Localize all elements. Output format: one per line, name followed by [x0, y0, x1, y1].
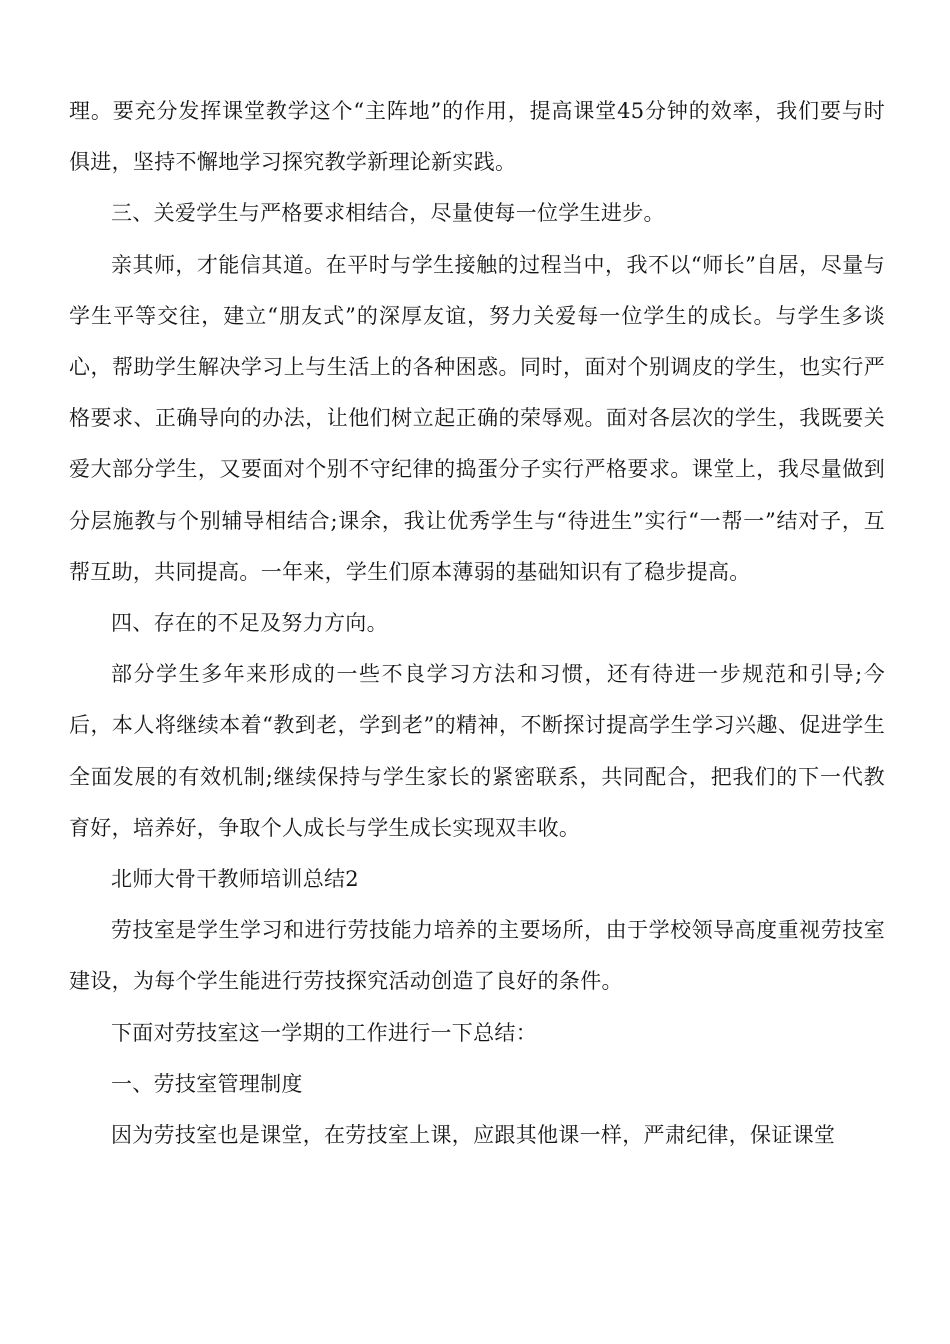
section-heading-three: 三、关爱学生与严格要求相结合，尽量使每一位学生进步。 [111, 201, 665, 226]
paragraph-continuation: 理。要充分发挥课堂教学这个“主阵地”的作用，提高课堂45分钟的效率，我们要与时俱进，坚持不懈地学习探究教学新理论新实践。 [69, 99, 885, 175]
paragraph-summary-lead: 下面对劳技室这一学期的工作进行一下总结： [111, 1020, 537, 1045]
paragraph-shortcomings: 部分学生多年来形成的一些不良学习方法和习惯，还有待进一步规范和引导;今后，本人将继续本着“教到老，学到老”的精神，不断探讨提高学生学习兴趣、促进学生全面发展的有效机制;继续保持与学生家长的紧密联系，共同配合，把我们的下一代教育好，培养好，争取个人成长与学生成长实现双丰收。 [69, 662, 885, 840]
section-heading-four: 四、存在的不足及努力方向。 [111, 611, 388, 636]
paragraph-care-and-discipline: 亲其师，才能信其道。在平时与学生接触的过程当中，我不以“师长”自居，尽量与学生平等交往，建立“朋友式”的深厚友谊，努力关爱每一位学生的成长。与学生多谈心，帮助学生解决学习上与生活上的各种困惑。同时，面对个别调皮的学生，也实行严格要求、正确导向的办法，让他们树立起正确的荣辱观。面对各层次的学生，我既要关爱大部分学生，又要面对个别不守纪律的捣蛋分子实行严格要求。课堂上，我尽量做到分层施教与个别辅导相结合;课余，我让优秀学生与“待进生”实行“一帮一”结对子，互帮互助，共同提高。一年来，学生们原本薄弱的基础知识有了稳步提高。 [69, 252, 885, 584]
document-subtitle: 北师大骨干教师培训总结2 [111, 867, 359, 892]
section-heading-one: 一、劳技室管理制度 [111, 1071, 303, 1096]
document-body [69, 86, 885, 1161]
paragraph-lab-rules: 因为劳技室也是课堂，在劳技室上课，应跟其他课一样，严肃纪律，保证课堂 [111, 1123, 836, 1148]
paragraph-lab-intro: 劳技室是学生学习和进行劳技能力培养的主要场所，由于学校领导高度重视劳技室建设，为每个学生能进行劳技探究活动创造了良好的条件。 [69, 918, 885, 994]
